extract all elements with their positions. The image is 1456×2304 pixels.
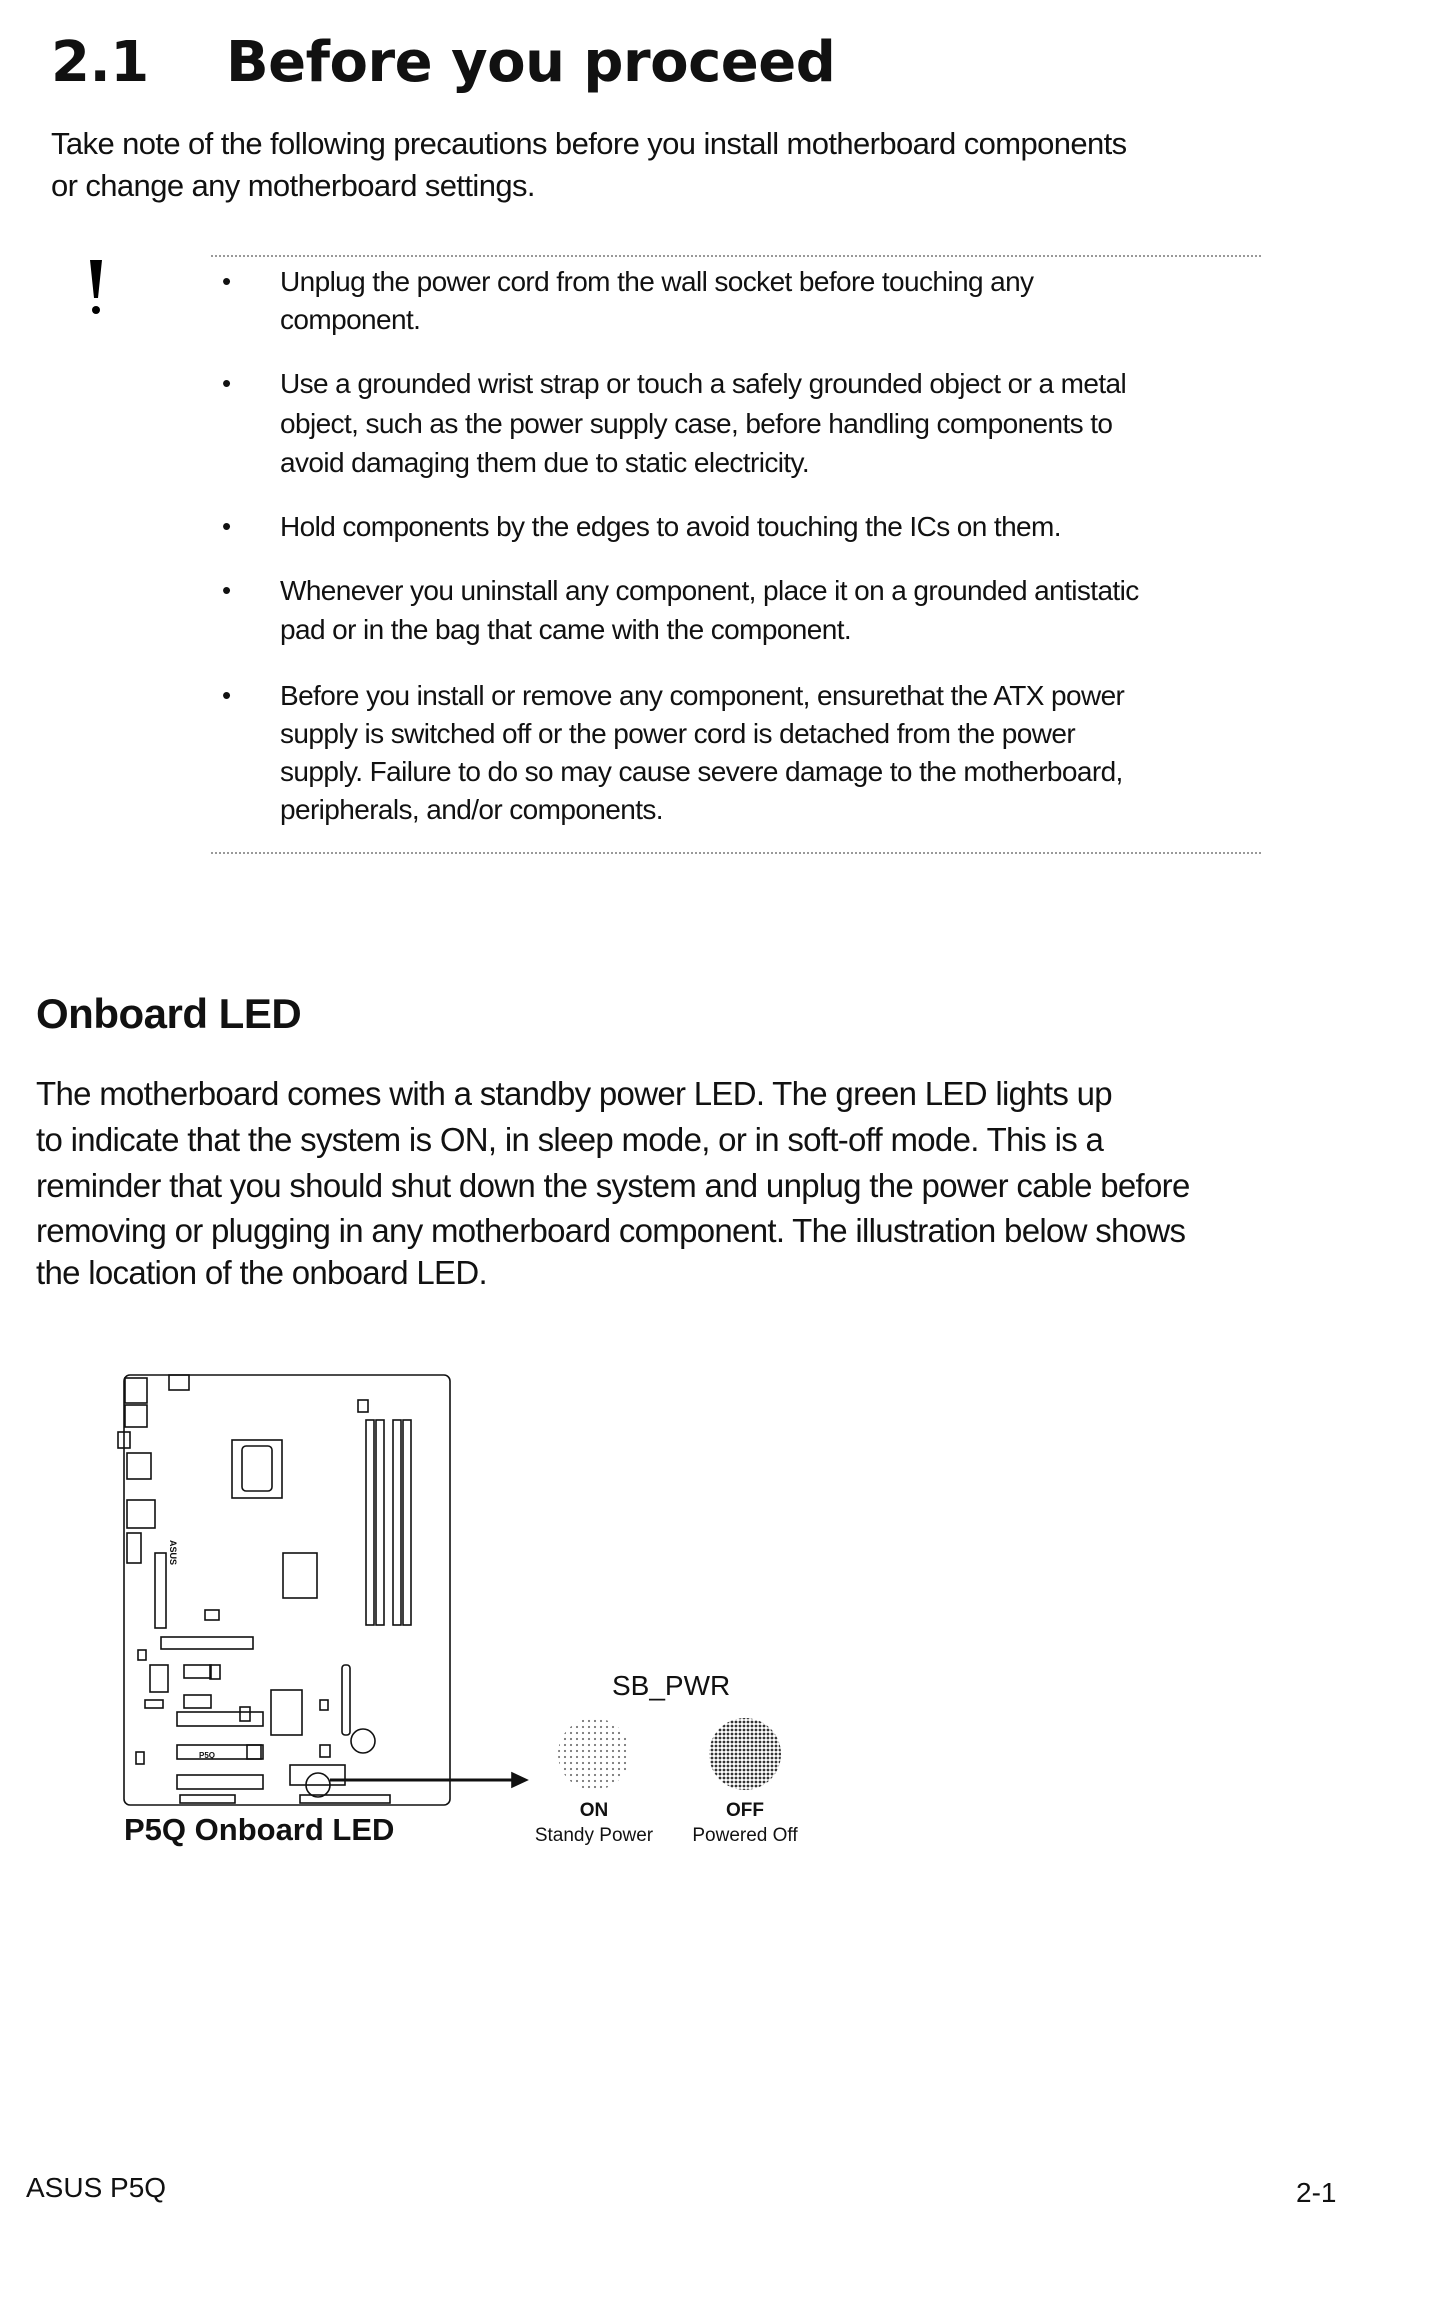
list-item: object, such as the power supply case, before handling components to <box>280 408 1113 439</box>
page-number: 2-1 <box>1296 2177 1337 2208</box>
list-item: Whenever you uninstall any component, place it on a grounded antistatic <box>280 575 1139 606</box>
bullet: • <box>222 511 232 541</box>
list-item: supply. Failure to do so may cause severe damage to the motherboard, <box>280 756 1123 787</box>
paragraph-line: The motherboard comes with a standby power LED. The green LED lights up <box>36 1075 1112 1112</box>
bullet: • <box>222 368 232 398</box>
list-item: peripherals, and/or components. <box>280 794 663 825</box>
list-item: component. <box>280 304 421 335</box>
led-on-icon <box>558 1718 630 1790</box>
section-title: Before you proceed <box>226 30 836 95</box>
figure-caption: P5Q Onboard LED <box>124 1812 395 1847</box>
led-off-desc: Powered Off <box>692 1825 798 1846</box>
list-item: Hold components by the edges to avoid touching the ICs on them. <box>280 511 1061 542</box>
led-off-state: OFF <box>726 1800 764 1821</box>
asus-logo: ASUS <box>168 1540 178 1566</box>
led-on-state: ON <box>579 1800 609 1821</box>
paragraph-line: to indicate that the system is ON, in sleep mode, or in soft-off mode. This is a <box>36 1121 1104 1158</box>
paragraph-line: the location of the onboard LED. <box>36 1254 487 1291</box>
list-item: pad or in the bag that came with the component. <box>280 614 852 645</box>
section-number: 2.1 <box>51 30 149 95</box>
intro-line: or change any motherboard settings. <box>51 168 535 203</box>
board-label: P5Q <box>199 1751 216 1760</box>
bullet: • <box>222 575 232 605</box>
motherboard-diagram <box>110 1360 550 1820</box>
exclamation-icon <box>84 258 108 318</box>
led-states <box>550 1712 790 1797</box>
list-item: Use a grounded wrist strap or touch a safely grounded object or a metal <box>280 368 1127 399</box>
led-on-desc: Standy Power <box>534 1825 654 1846</box>
list-item: Unplug the power cord from the wall socket before touching any <box>280 266 1034 297</box>
intro-line: Take note of the following precautions before you install motherboard components <box>51 126 1127 161</box>
led-name: SB_PWR <box>612 1670 731 1701</box>
paragraph-line: removing or plugging in any motherboard component. The illustration below shows <box>36 1212 1186 1249</box>
list-item: avoid damaging them due to static electricity. <box>280 447 810 478</box>
paragraph-line: reminder that you should shut down the system and unplug the power cable before <box>36 1167 1190 1204</box>
footer-product: ASUS P5Q <box>26 2172 167 2203</box>
divider <box>211 255 1261 257</box>
bullet: • <box>222 680 232 710</box>
bullet: • <box>222 266 232 296</box>
led-off-icon <box>709 1718 781 1790</box>
divider <box>211 852 1261 854</box>
onboard-led-heading: Onboard LED <box>36 990 302 1037</box>
list-item: supply is switched off or the power cord is detached from the power <box>280 718 1076 749</box>
list-item: Before you install or remove any component, ensurethat the ATX power <box>280 680 1125 711</box>
